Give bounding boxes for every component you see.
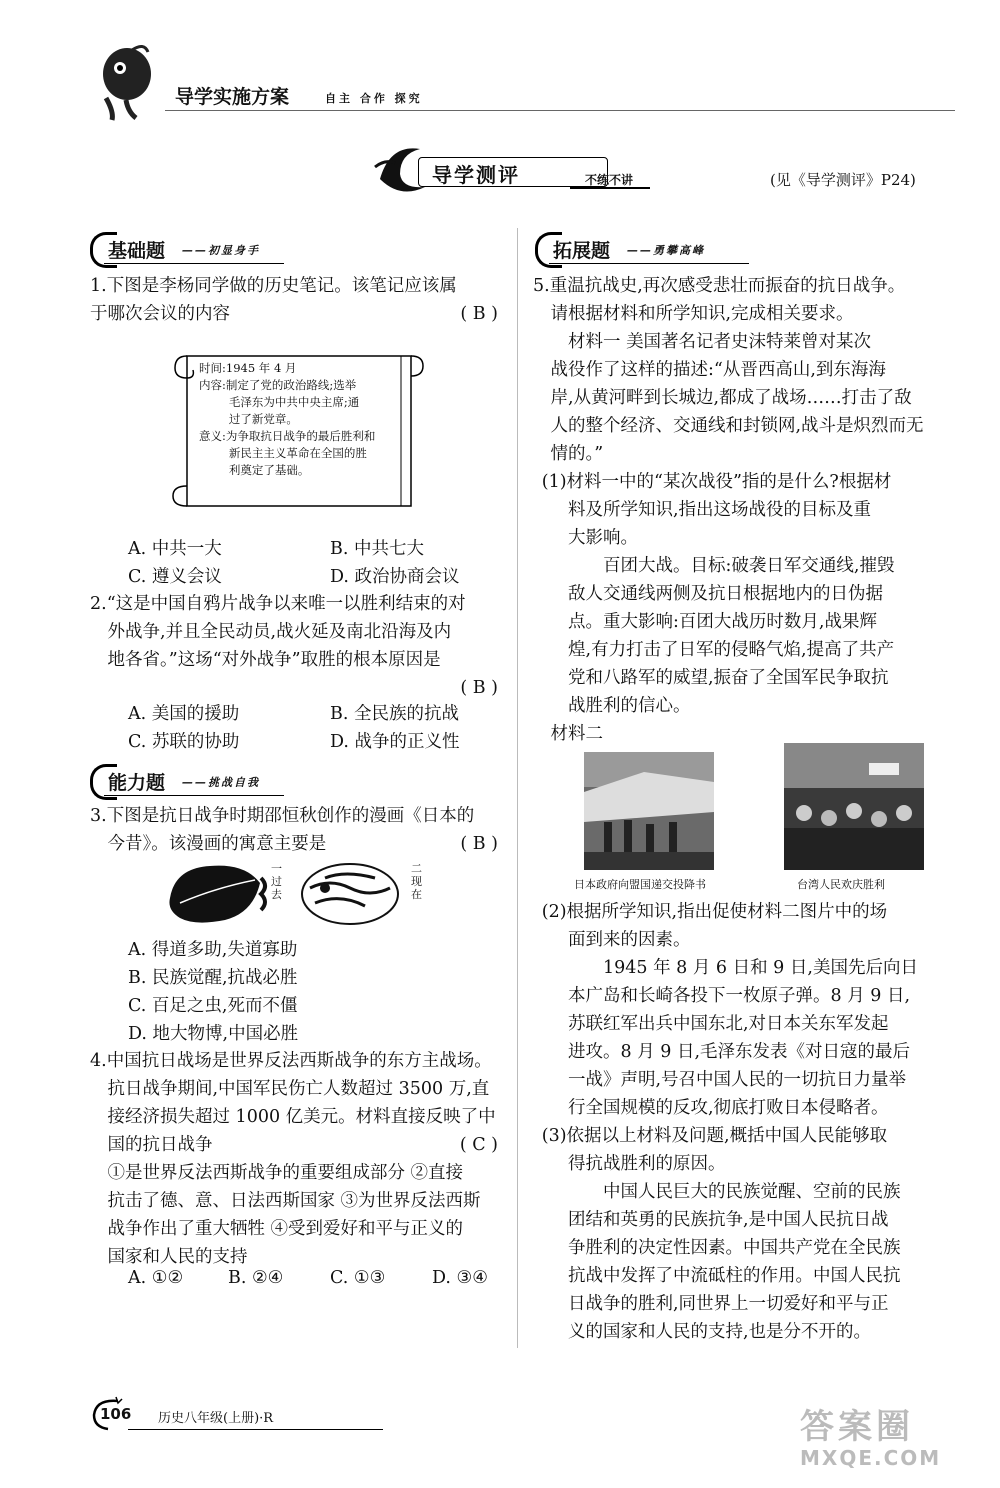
cartoon — [165, 858, 430, 930]
q2-option-c[interactable]: C. 苏联的协助 — [128, 732, 240, 752]
header-title: 导学实施方案 — [175, 86, 290, 108]
sub1-line2: 料及所学知识,指出这场战役的目标及重 — [568, 500, 872, 520]
q1-option-b[interactable]: B. 中共七大 — [330, 539, 424, 559]
photo-surrender — [584, 752, 714, 870]
q3-line2: 今昔》。该漫画的寓意主要是 — [107, 834, 327, 854]
note-line-2: 内容:制定了党的政治路线;选举 — [199, 378, 357, 392]
ans1-line6: 战胜利的信心。 — [568, 696, 691, 716]
m1-line1: 材料一 美国著名记者史沫特莱曾对某次 — [568, 332, 872, 352]
q3-option-d[interactable]: D. 地大物博,中国必胜 — [128, 1024, 299, 1044]
section-basic-sub: ——初显身手 — [182, 244, 260, 257]
q2-option-d[interactable]: D. 战争的正义性 — [330, 732, 460, 752]
q4-option-d[interactable]: D. ③④ — [432, 1268, 488, 1288]
q3-answer: ( B ) — [460, 834, 498, 854]
question-1 — [90, 272, 498, 328]
sub3-line1: (3)依据以上材料及问题,概括中国人民能够取 — [541, 1126, 888, 1146]
sub1-line1: (1)材料一中的“某次战役”指的是什么?根据材 — [541, 472, 892, 492]
q4-choice-line2: 抗击了德、意、日法西斯国家 ③为世界反法西斯 — [107, 1191, 481, 1211]
m1-line4: 人的整个经济、交通线和封锁网,战斗是炽烈而无 — [550, 416, 924, 436]
ans3-line5: 日战争的胜利,同世界上一切爱好和平与正 — [568, 1294, 889, 1314]
q1-line2: 于哪次会议的内容 — [90, 304, 230, 324]
question-2 — [90, 590, 498, 702]
q4-choice-line3: 战争作出了重大牺牲 ④受到爱好和平与正义的 — [107, 1219, 464, 1239]
ans2-line1: 1945 年 8 月 6 日和 9 日,美国先后向日 — [603, 958, 918, 978]
section-extend — [535, 230, 940, 266]
q4-option-b[interactable]: B. ②④ — [228, 1268, 284, 1288]
ans1-line3: 点。重大影响:百团大战历时数月,战果辉 — [568, 612, 877, 632]
section-extend-sub: ——勇攀高峰 — [627, 244, 705, 257]
note-line-1: 时间:1945 年 4 月 — [199, 361, 297, 375]
leaf-icon — [165, 858, 265, 928]
question-5-cont — [533, 898, 945, 1346]
q4-choice-line4: 国家和人民的支持 — [107, 1247, 248, 1267]
ans3-line6: 义的国家和人民的支持,也是分不开的。 — [568, 1322, 872, 1342]
q1-line1: 1.下图是李杨同学做的历史笔记。该笔记应该属 — [90, 276, 457, 296]
cartoon-label-now: 二 现 在 — [411, 862, 422, 901]
ans3-line3: 争胜利的决定性因素。中国共产党在全民族 — [568, 1238, 901, 1258]
section-ability-title: 能力题 — [108, 772, 166, 794]
banner-subtitle: 不练不讲 — [585, 173, 634, 187]
header-subtitle: 自主 合作 探究 — [325, 92, 423, 105]
watermark-text: 答案圈 — [800, 1407, 914, 1447]
scroll-note — [165, 352, 427, 514]
ans1-line2: 敌人交通线两侧及抗日根据地内的日伪据 — [568, 584, 883, 604]
sub1-line3: 大影响。 — [568, 528, 638, 548]
q1-option-c[interactable]: C. 遵义会议 — [128, 567, 222, 587]
tiger-icon — [295, 858, 405, 928]
footer — [88, 1395, 388, 1435]
watermark-url: MXQE.COM — [800, 1446, 942, 1470]
ans3-line4: 抗战中发挥了中流砥柱的作用。中国人民抗 — [568, 1266, 901, 1286]
material-2-label: 材料二 — [550, 724, 603, 744]
ans1-line1: 百团大战。目标:破袭日军交通线,摧毁 — [603, 556, 895, 576]
q1-option-d[interactable]: D. 政治协商会议 — [330, 567, 460, 587]
caterpillar-icon — [257, 876, 271, 916]
q2-option-a[interactable]: A. 美国的援助 — [128, 704, 240, 724]
ans2-line6: 行全国规模的反攻,彻底打败日本侵略者。 — [568, 1098, 889, 1118]
question-4 — [90, 1047, 498, 1271]
q4-line1: 4.中国抗日战场是世界反法西斯战争的东方主战场。 — [90, 1051, 492, 1071]
ans1-line4: 煌,有力打击了日军的侵略气焰,提高了共产 — [568, 640, 895, 660]
m1-line5: 情的。” — [550, 444, 604, 464]
section-ability — [90, 762, 495, 798]
ans2-line3: 苏联红军出兵中国东北,对日本关东军发起 — [568, 1014, 889, 1034]
q3-option-a[interactable]: A. 得道多助,失道寡助 — [128, 940, 298, 960]
ans2-line5: 一战》声明,号召中国人民的一切抗日力量举 — [568, 1070, 907, 1090]
sub2-line1: (2)根据所学知识,指出促使材料二图片中的场 — [541, 902, 888, 922]
q2-line1: 2.“这是中国自鸦片战争以来唯一以胜利结束的对 — [90, 594, 466, 614]
q2-line2: 外战争,并且全民动员,战火延及南北沿海及内 — [107, 622, 452, 642]
section-basic — [90, 230, 495, 266]
ans2-line4: 进攻。8 月 9 日,毛泽东发表《对日寇的最后 — [568, 1042, 911, 1062]
note-line-7: 利奠定了基础。 — [228, 463, 310, 477]
ans3-line1: 中国人民巨大的民族觉醒、空前的民族 — [603, 1182, 901, 1202]
sub2-line2: 面到来的因素。 — [568, 930, 691, 950]
q4-line4: 国的抗日战争 — [107, 1135, 213, 1155]
mascot-icon — [92, 42, 162, 124]
q4-answer: ( C ) — [459, 1135, 498, 1155]
page-number: 106 — [100, 1405, 132, 1423]
header-rule — [165, 110, 955, 111]
banner-title: 导学测评 — [432, 163, 520, 187]
column-divider — [517, 228, 518, 1348]
q3-options — [128, 936, 298, 1048]
q4-option-c[interactable]: C. ①③ — [330, 1268, 386, 1288]
celebration-photo-icon — [784, 743, 924, 870]
note-line-5: 意义:为争取抗日战争的最后胜利和 — [199, 429, 376, 443]
q4-line3: 接经济损失超过 1000 亿美元。材料直接反映了中 — [107, 1107, 496, 1127]
question-5 — [533, 272, 945, 748]
cartoon-label-past: 一 过 去 — [271, 862, 282, 901]
section-ability-sub: ——挑战自我 — [182, 776, 260, 789]
photo-celebration — [784, 743, 924, 870]
sub3-line2: 得抗战胜利的原因。 — [568, 1154, 726, 1174]
q2-answer: ( B ) — [460, 678, 498, 698]
reference: (见《导学测评》P24) — [770, 171, 916, 189]
q3-option-c[interactable]: C. 百足之虫,死而不僵 — [128, 996, 298, 1016]
note-line-6: 新民主主义革命在全国的胜 — [228, 446, 367, 460]
ans1-line5: 党和八路军的威望,振奋了全国军民争取抗 — [568, 668, 889, 688]
q1-answer: ( B ) — [460, 304, 498, 324]
q2-line3: 地各省。”这场“对外战争”取胜的根本原因是 — [107, 650, 441, 670]
q1-option-a[interactable]: A. 中共一大 — [128, 539, 222, 559]
section-basic-title: 基础题 — [108, 240, 166, 262]
q4-line2: 抗日战争期间,中国军民伤亡人数超过 3500 万,直 — [107, 1079, 490, 1099]
q3-line1: 3.下图是抗日战争时期邵恒秋创作的漫画《日本的 — [90, 806, 475, 826]
mascot-logo — [92, 42, 162, 124]
m1-line3: 岸,从黄河畔到长城边,都成了战场……打击了敌 — [550, 388, 912, 408]
banner — [370, 145, 700, 195]
q3-option-b[interactable]: B. 民族觉醒,抗战必胜 — [128, 968, 298, 988]
q5-line1: 5.重温抗战史,再次感受悲壮而振奋的抗日战争。 — [533, 276, 906, 296]
q5-line2: 请根据材料和所学知识,完成相关要求。 — [550, 304, 854, 324]
photo-celebration-caption: 台湾人民欢庆胜利 — [797, 878, 885, 891]
book-title: 历史八年级(上册)·R — [158, 1411, 274, 1426]
section-extend-title: 拓展题 — [553, 240, 611, 262]
q4-choice-line1: ①是世界反法西斯战争的重要组成部分 ②直接 — [107, 1163, 464, 1183]
q2-option-b[interactable]: B. 全民族的抗战 — [330, 704, 459, 724]
photo-surrender-caption: 日本政府向盟国递交投降书 — [574, 878, 706, 891]
note-line-3: 毛泽东为中共中央主席;通 — [228, 395, 360, 409]
question-3 — [90, 802, 498, 858]
note-line-4: 过了新党章。 — [228, 412, 298, 426]
ans3-line2: 团结和英勇的民族抗争,是中国人民抗日战 — [568, 1210, 889, 1230]
watermark — [800, 1408, 970, 1480]
surrender-photo-icon — [584, 752, 714, 870]
ans2-line2: 本广岛和长崎各投下一枚原子弹。8 月 9 日, — [568, 986, 911, 1006]
q4-option-a[interactable]: A. ①② — [128, 1268, 184, 1288]
m1-line2: 战役作了这样的描述:“从晋西高山,到东海海 — [550, 360, 886, 380]
